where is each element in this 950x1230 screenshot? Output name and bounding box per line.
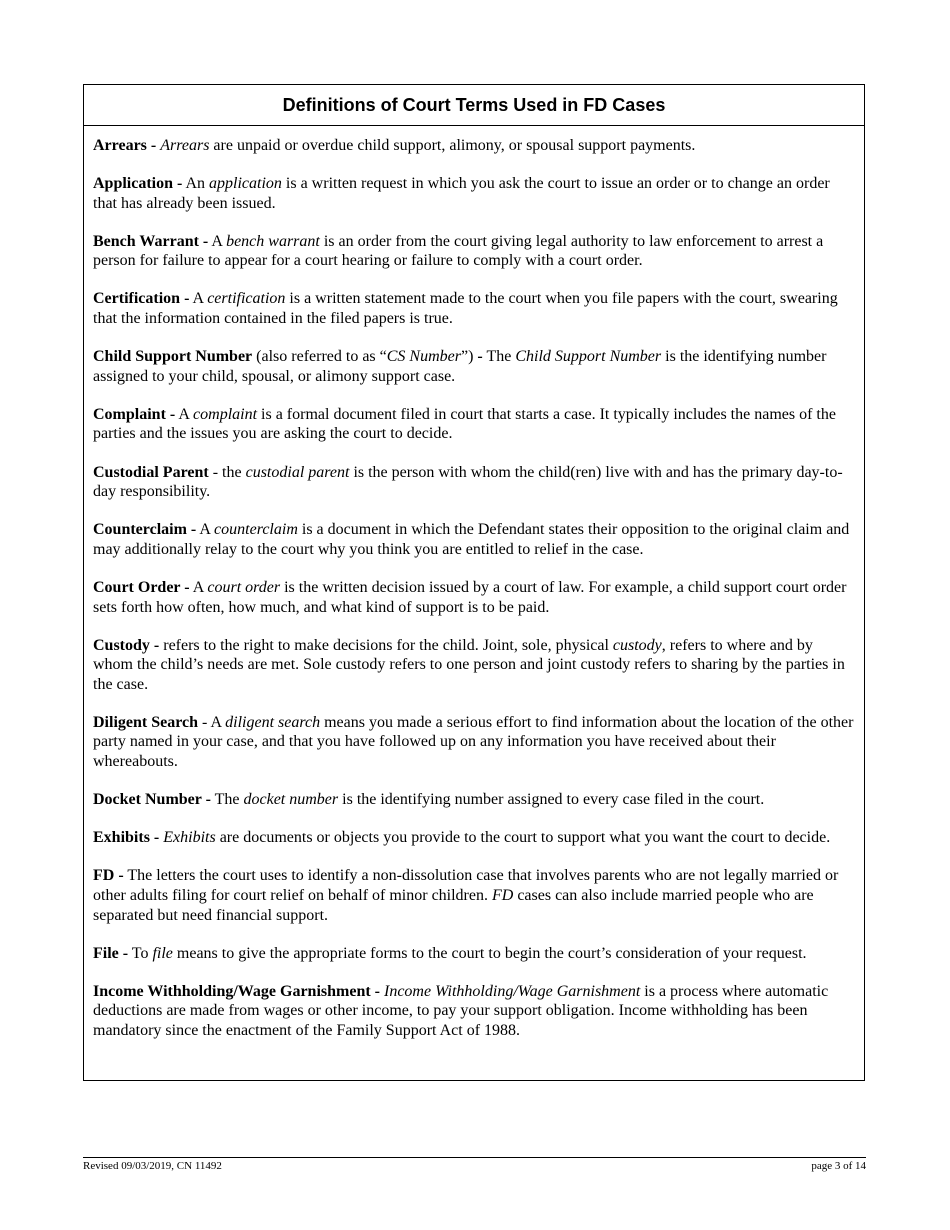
definition-diligent-search xyxy=(93,713,855,772)
definition-term: Exhibits - xyxy=(93,829,160,847)
definition-text: A xyxy=(189,578,208,596)
definition-file xyxy=(93,944,855,964)
definition-term: Diligent Search xyxy=(93,713,199,731)
definition-text: - A xyxy=(198,713,226,731)
revision-info: Revised 09/03/2019, CN 11492 xyxy=(83,1160,222,1172)
definition-text: A xyxy=(196,521,215,539)
definition-emphasis: bench warrant xyxy=(226,232,320,250)
definition-emphasis: docket number xyxy=(243,791,339,809)
definition-emphasis: certification xyxy=(207,290,286,308)
definition-certification xyxy=(93,289,855,328)
definition-text: means to give the appropriate forms to the court to begin the court’s consideration of your request. xyxy=(172,944,807,962)
definition-emphasis: Child Support Number xyxy=(515,348,662,366)
definition-arrears xyxy=(93,136,855,156)
definition-text: are documents or objects you provide to the court to support what you want the court to decide. xyxy=(215,829,831,847)
definition-text: is the person with whom the child(ren) live with and has the primary day-to-day responsibility. xyxy=(93,463,843,501)
definition-term: Custody - xyxy=(93,636,160,654)
definition-term: Docket Number - xyxy=(93,791,211,809)
definition-text: is a written request in which you ask the court to issue an order or to change an order that has already been issued. xyxy=(93,175,830,212)
definition-text: cases can also include married people who are separated but need financial support. xyxy=(93,886,814,924)
definition-text: are unpaid or overdue child support, alimony, or spousal support payments. xyxy=(209,137,696,154)
definition-text: A xyxy=(208,232,227,250)
definition-text: is a formal document filed in court that starts a case. It typically includes the names of the parties and the issues you are asking the court to decide. xyxy=(93,405,836,443)
definition-emphasis: application xyxy=(209,175,282,193)
definition-emphasis: court order xyxy=(207,578,281,596)
definition-text: is a document in which the Defendant states their opposition to the original claim and may additionally relay to the court why you think you are entitled to relief in the case. xyxy=(93,521,850,558)
definition-emphasis: custody xyxy=(612,636,662,654)
definition-text: ”) xyxy=(460,348,478,366)
definition-child-support-number xyxy=(93,347,855,386)
definition-complaint xyxy=(93,405,855,444)
definition-emphasis: Arrears xyxy=(160,137,210,154)
definition-emphasis: CS Number xyxy=(386,348,461,366)
definition-term: Arrears - xyxy=(93,137,157,154)
definition-emphasis: diligent search xyxy=(225,713,321,731)
definition-term: Court Order - xyxy=(93,578,190,596)
definition-emphasis: counterclaim xyxy=(214,521,298,539)
definition-text: refers to the right to make decisions for the child. Joint, sole, physical xyxy=(159,636,613,654)
definition-emphasis: file xyxy=(152,944,173,962)
definition-text: is the identifying number assigned to every case filed in the court. xyxy=(338,791,765,809)
definition-docket-number xyxy=(93,790,855,810)
page-footer xyxy=(83,1160,866,1172)
definition-text: is the written decision issued by a court of law. For example, a child support court order sets forth how often, how much, and what kind of support is to be paid. xyxy=(93,578,847,616)
definition-emphasis: complaint xyxy=(193,405,258,423)
definition-term: Counterclaim - xyxy=(93,521,197,539)
definition-text: The xyxy=(210,791,244,809)
definition-exhibits xyxy=(93,828,855,848)
definition-term: FD - xyxy=(93,867,124,885)
footer-divider xyxy=(83,1157,866,1158)
definition-text: - the xyxy=(208,463,246,481)
definition-fd xyxy=(93,866,855,925)
page-title: Definitions of Court Terms Used in FD Cases xyxy=(84,85,864,126)
definition-custodial-parent xyxy=(93,463,855,502)
definition-text: (also referred to as “ xyxy=(252,348,387,366)
definition-term: File - xyxy=(93,944,129,962)
definition-custody xyxy=(93,636,855,695)
definition-text: is a written statement made to the court when you file papers with the court, swearing that the information contained in the filed papers is true. xyxy=(93,290,838,328)
definition-text: means you made a serious effort to find information about the location of the other party named in your case, and that you have followed up on any information you have received about their whereabouts. xyxy=(93,713,854,771)
definition-emphasis: Income Withholding/Wage Garnishment xyxy=(384,982,641,1000)
definition-text: A xyxy=(189,290,208,308)
definition-text: , refers to where and by whom the child’s needs are met. Sole custody refers to one person and joint custody refers to sharing by the parties in the case. xyxy=(93,636,845,693)
definition-emphasis: FD xyxy=(491,886,514,904)
definition-emphasis: custodial parent xyxy=(245,463,350,481)
definition-emphasis: Exhibits xyxy=(163,829,216,847)
definition-court-order xyxy=(93,578,855,617)
definition-term: Custodial Parent xyxy=(93,463,209,481)
definition-term: Complaint - xyxy=(93,405,176,423)
definition-term-dash: - xyxy=(477,348,483,366)
definition-counterclaim xyxy=(93,520,855,559)
definition-text: The xyxy=(482,348,516,366)
definition-term: Certification - xyxy=(93,290,190,308)
definition-text: An xyxy=(182,175,210,193)
definition-text: is the identifying number assigned to your child, spousal, or alimony support case. xyxy=(93,348,827,385)
definition-application xyxy=(93,174,855,213)
definition-term: Income Withholding/Wage Garnishment - xyxy=(93,982,380,1000)
definition-bench-warrant xyxy=(93,232,855,271)
definition-text: The letters the court uses to identify a non-dissolution case that involves parents who are not legally married or other adults filing for court relief on behalf of minor children. xyxy=(93,867,839,904)
definition-term: Application - xyxy=(93,175,183,193)
page-number: page 3 of 14 xyxy=(811,1160,866,1172)
definition-term: Bench Warrant - xyxy=(93,232,209,250)
definition-text: is a process where automatic deductions are made from wages or other income, to pay your support obligation. Income withholding has been mandatory since the enactment of the Family Support Act of 1988. xyxy=(93,982,829,1039)
definition-income-withholding xyxy=(93,982,855,1041)
definition-term: Child Support Number xyxy=(93,348,253,366)
definition-text: To xyxy=(128,944,153,962)
definitions-list xyxy=(84,126,864,1041)
definition-text: is an order from the court giving legal authority to law enforcement to arrest a person for failure to appear for a court hearing or failure to comply with a court order. xyxy=(93,232,824,270)
definition-text: A xyxy=(175,405,194,423)
definitions-box xyxy=(83,84,865,1081)
